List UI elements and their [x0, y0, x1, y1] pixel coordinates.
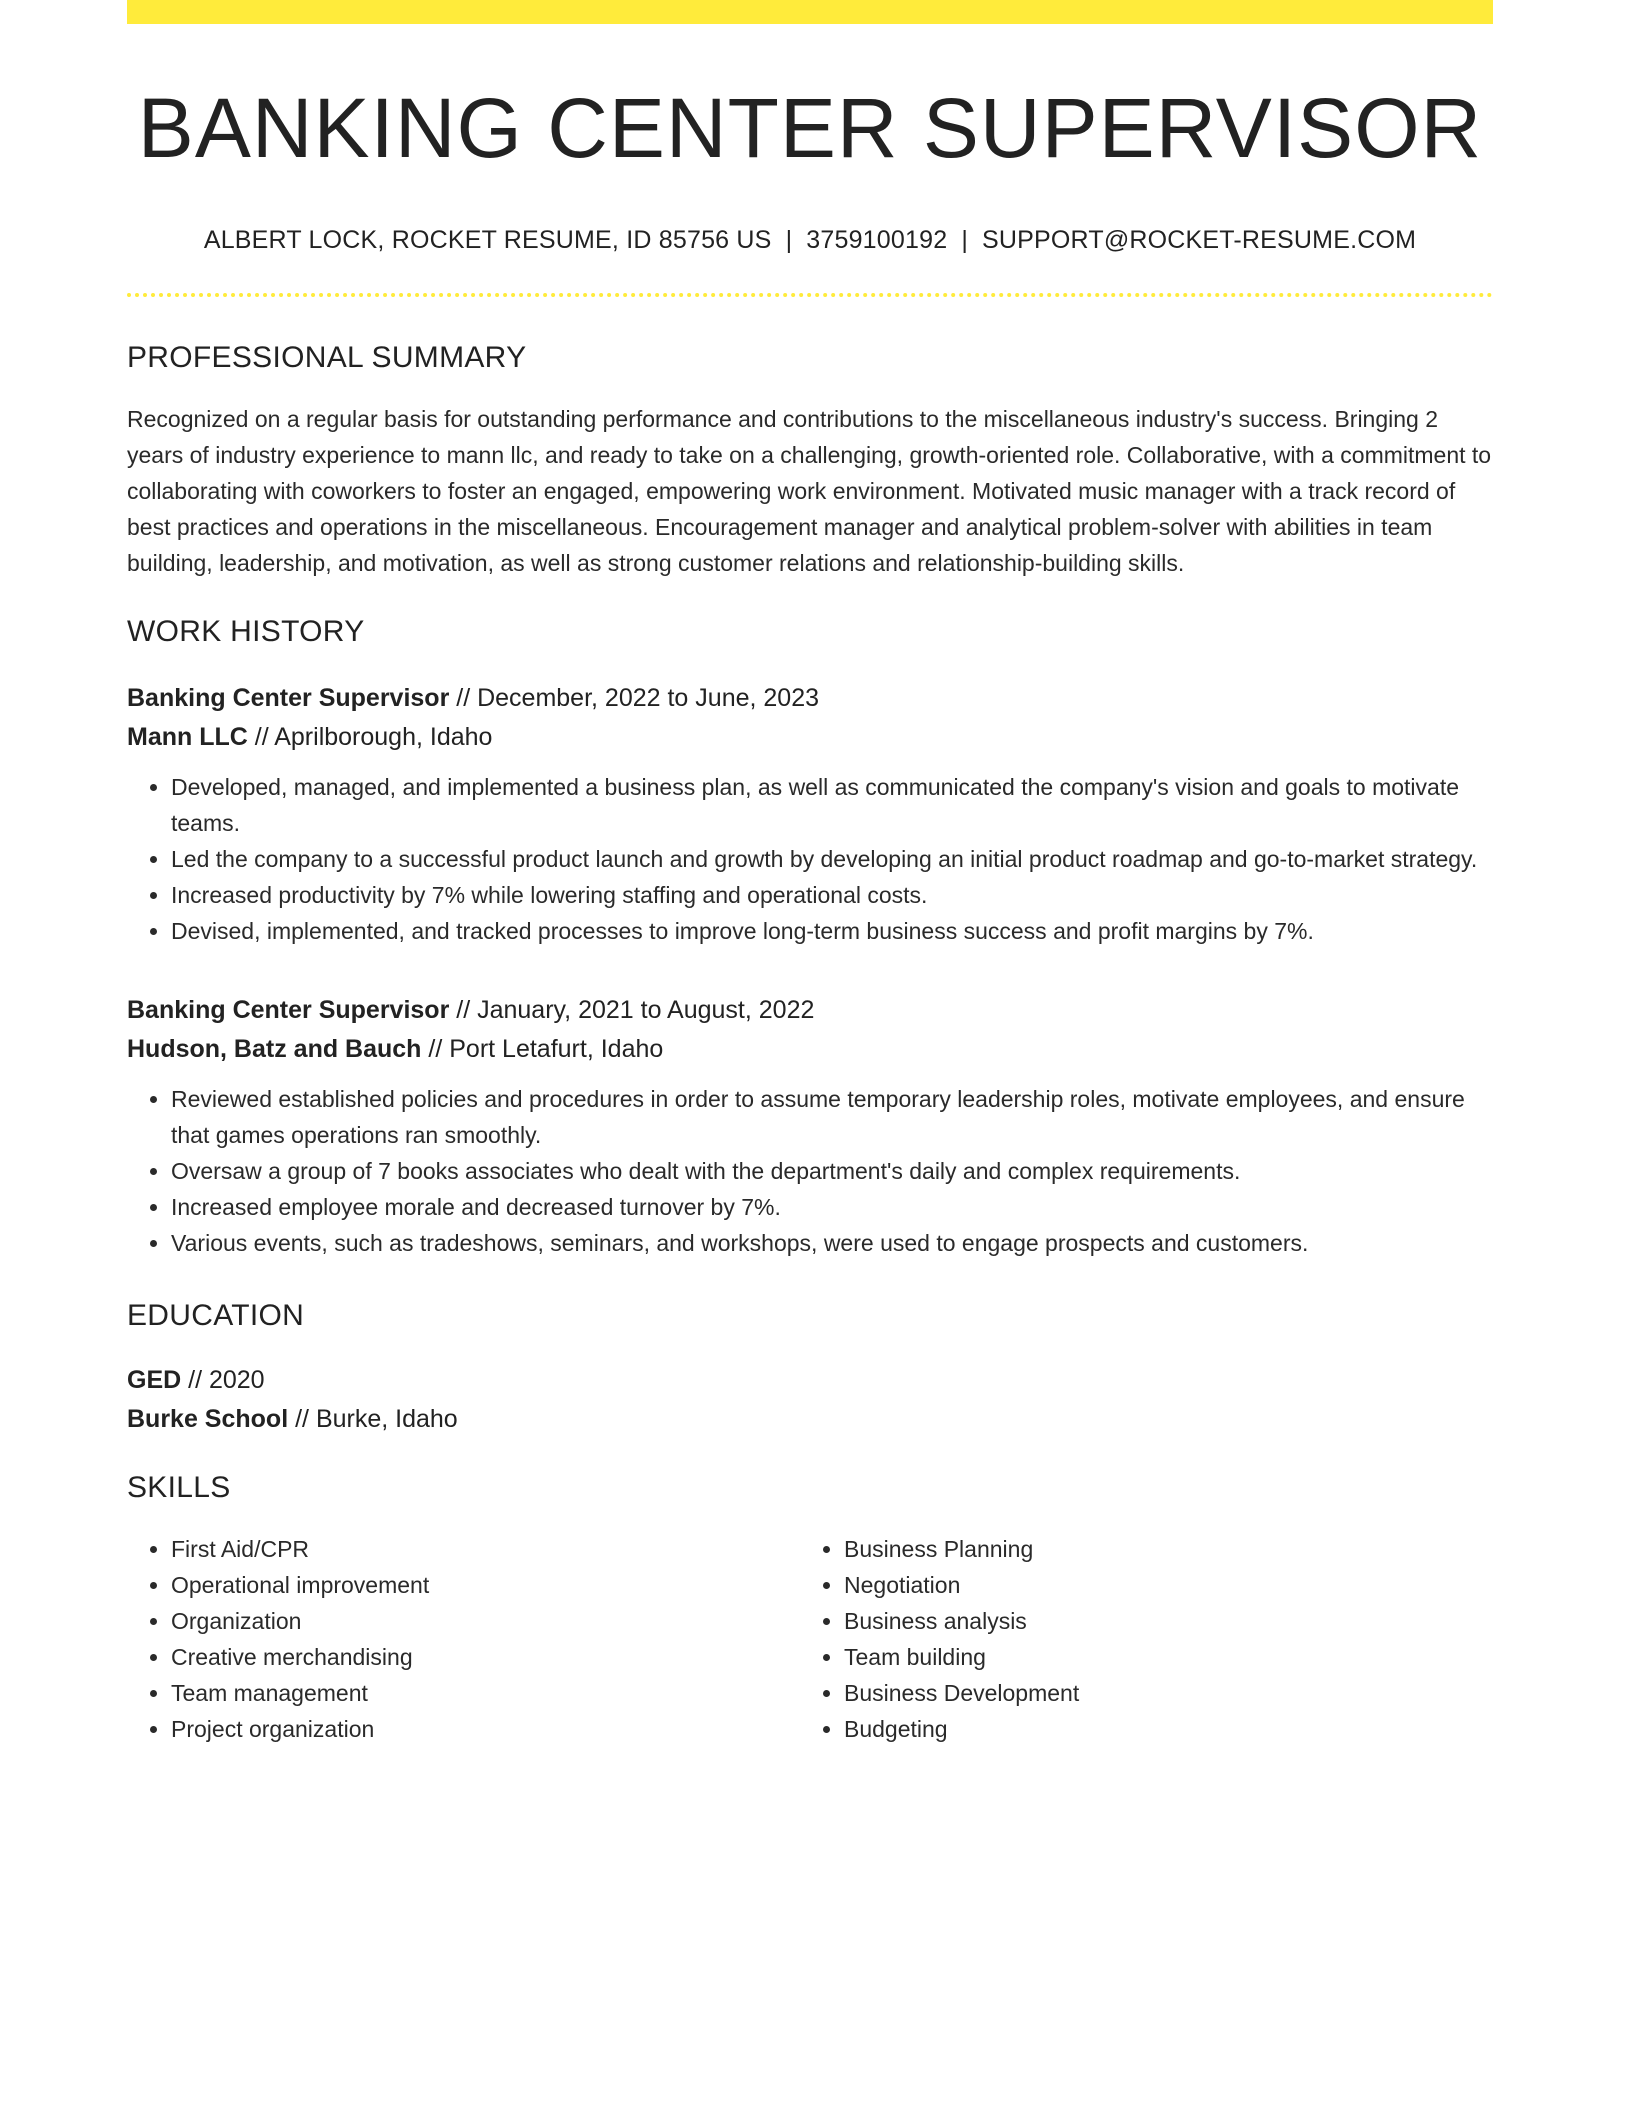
skill-item: • Business Planning	[844, 1531, 1473, 1567]
skills-list-left	[127, 1531, 800, 1747]
skills-heading: SKILLS	[127, 1471, 231, 1505]
skill-item: • Negotiation	[844, 1567, 1473, 1603]
job-location: // Port Letafurt, Idaho	[421, 1035, 664, 1064]
job-entry	[127, 991, 1493, 1261]
education-location: // Burke, Idaho	[288, 1405, 458, 1434]
education-school: Burke School	[127, 1405, 289, 1434]
skills-list-right	[800, 1531, 1473, 1747]
skill-item: • Organization	[171, 1603, 800, 1639]
job-title: Banking Center Supervisor	[127, 684, 450, 713]
skill-item: • Budgeting	[844, 1711, 1473, 1747]
contact-email: SUPPORT@ROCKET-RESUME.COM	[982, 226, 1417, 255]
accent-top-bar	[127, 0, 1493, 24]
job-company-line	[127, 718, 1493, 757]
contact-phone: 3759100192	[806, 226, 948, 255]
job-bullet: • Reviewed established policies and procedures in order to assume temporary leadership roles, motivate employees, and ensure that games operations ran smoothly.	[171, 1081, 1493, 1153]
job-bullet: • Oversaw a group of 7 books associates who dealt with the department's daily and complex requirements.	[171, 1153, 1493, 1189]
job-bullet: • Increased employee morale and decreased turnover by 7%.	[171, 1189, 1493, 1225]
job-title-line	[127, 679, 1493, 718]
resume-page	[127, 0, 1493, 1747]
job-bullet: • Led the company to a successful product launch and growth by developing an initial product roadmap and go-to-market strategy.	[171, 841, 1493, 877]
job-company: Mann LLC	[127, 723, 248, 752]
job-company: Hudson, Batz and Bauch	[127, 1035, 422, 1064]
job-title: Banking Center Supervisor	[127, 996, 450, 1025]
contact-separator: |	[785, 226, 793, 255]
job-entry	[127, 679, 1493, 949]
skill-item: • Team building	[844, 1639, 1473, 1675]
contact-separator: |	[961, 226, 969, 255]
job-bullet-list	[127, 769, 1493, 949]
skill-item: • Business analysis	[844, 1603, 1473, 1639]
education-degree: GED	[127, 1366, 182, 1395]
job-company-line	[127, 1030, 1493, 1069]
job-dates: // January, 2021 to August, 2022	[449, 996, 815, 1025]
education-degree-line	[127, 1361, 1493, 1400]
job-bullet: • Various events, such as tradeshows, seminars, and workshops, were used to engage prospects and customers.	[171, 1225, 1493, 1261]
dotted-divider	[127, 293, 1493, 297]
job-bullet: • Increased productivity by 7% while lowering staffing and operational costs.	[171, 877, 1493, 913]
skill-item: • Operational improvement	[171, 1567, 800, 1603]
summary-text: Recognized on a regular basis for outstanding performance and contributions to the miscellaneous industry's success. Bringing 2 years of industry experience to mann llc, and ready to take on a challenging, growth-oriented role. Collaborative, with a commitment to collaborating with coworkers to foster an engaged, empowering work environment. Motivated music manager with a track record of best practices and operations in the miscellaneous. Encouragement manager and analytical problem-solver with abilities in team building, leadership, and motivation, as well as strong customer relations and relationship-building skills.	[127, 406, 1492, 577]
contact-address: ALBERT LOCK, ROCKET RESUME, ID 85756 US	[203, 226, 772, 255]
job-bullet: • Developed, managed, and implemented a business plan, as well as communicated the company's vision and goals to motivate teams.	[171, 769, 1493, 841]
job-title-line	[127, 991, 1493, 1030]
education-school-line	[127, 1400, 1493, 1439]
job-bullet-list	[127, 1081, 1493, 1261]
skill-item: • Project organization	[171, 1711, 800, 1747]
education-year: // 2020	[181, 1366, 265, 1395]
job-bullet: • Devised, implemented, and tracked processes to improve long-term business success and profit margins by 7%.	[171, 913, 1493, 949]
skill-item: • First Aid/CPR	[171, 1531, 800, 1567]
work-history-heading: WORK HISTORY	[127, 615, 365, 649]
job-dates: // December, 2022 to June, 2023	[449, 684, 820, 713]
skill-item: • Team management	[171, 1675, 800, 1711]
education-heading: EDUCATION	[127, 1299, 305, 1333]
job-location: // Aprilborough, Idaho	[247, 723, 493, 752]
education-entry	[127, 1361, 1493, 1439]
summary-heading: PROFESSIONAL SUMMARY	[127, 341, 527, 375]
page-title: BANKING CENTER SUPERVISOR	[137, 81, 1483, 175]
skill-item: • Business Development	[844, 1675, 1473, 1711]
skills-columns	[127, 1531, 1493, 1747]
skill-item: • Creative merchandising	[171, 1639, 800, 1675]
contact-line	[127, 226, 1493, 255]
